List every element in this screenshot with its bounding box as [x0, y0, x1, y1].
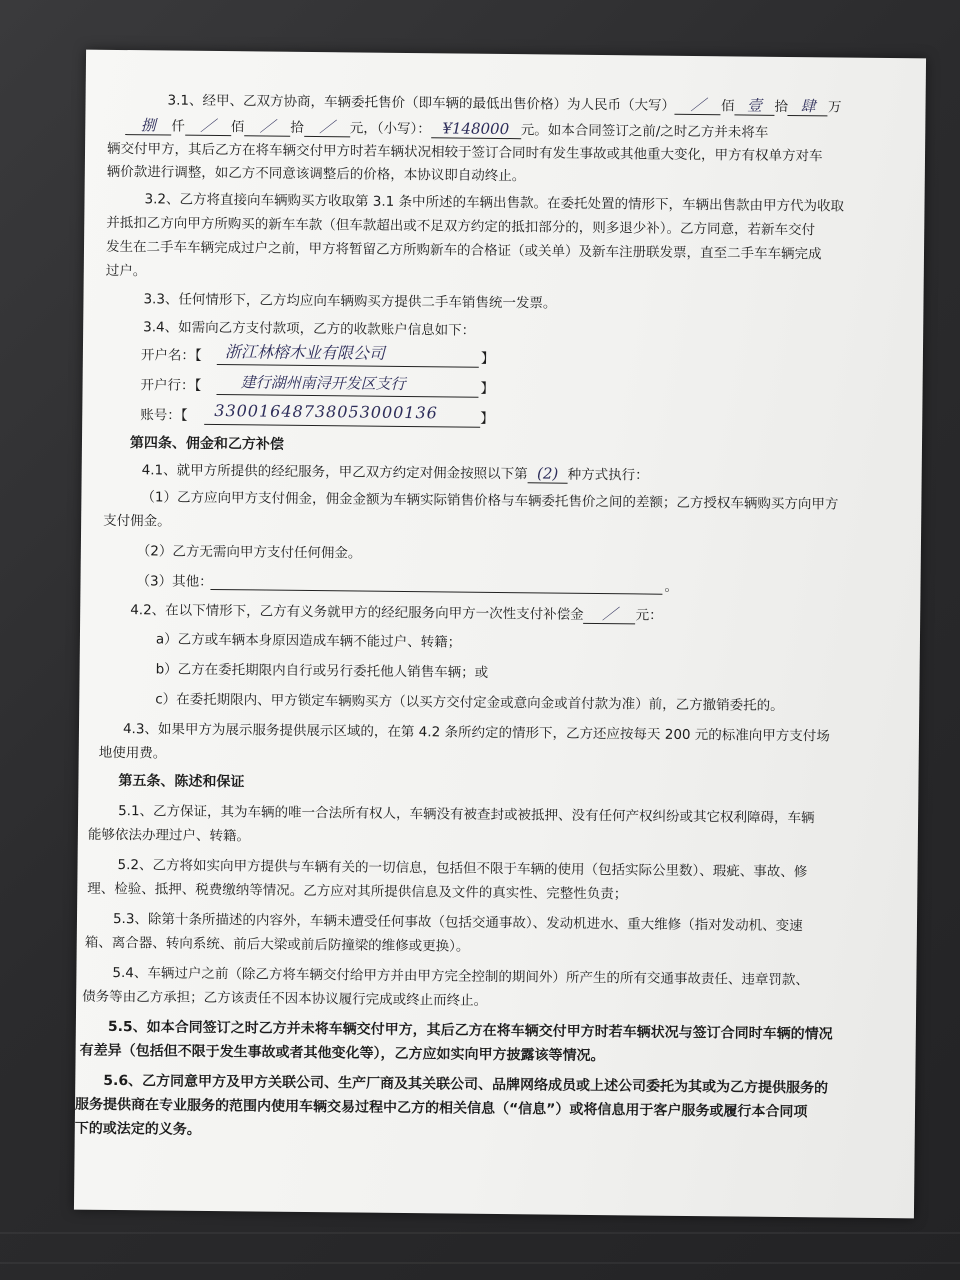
clause-5-2-line2: 理、检验、抵押、税费缴纳等情况。乙方应对其所提供信息及文件的真实性、完整性负责； — [87, 880, 628, 903]
option-2: （2）乙方无需向甲方支付任何佣金。 — [136, 543, 362, 562]
compensation-handwritten: ／ — [584, 605, 636, 625]
clause-4-2-a: a）乙方或车辆本身原因造成车辆不能过户、转籍； — [155, 631, 462, 651]
clause-5-6-line1: 5.6、乙方同意甲方及甲方关联公司、生产厂商及其关联公司、品牌网络成员或上述公司委托为其或为乙方提供服务的 — [103, 1072, 829, 1097]
account-number-label: 账号：【 — [140, 407, 188, 424]
clause-4-3-line2: 地使用费。 — [98, 744, 167, 762]
account-number-bracket: 】 — [480, 410, 494, 427]
clause-3-1-line2: 捌 仟 ／ 佰 ／ 拾 ／ 元，（小写）： ¥148000 元。如本合同签订之前/之时乙方并未将车 — [125, 116, 768, 142]
option-3-label: （3）其他： — [136, 573, 213, 590]
clause-3-2-line4: 过户。 — [105, 262, 147, 280]
article-5-heading: 第五条、陈述和保证 — [118, 773, 245, 791]
price-hundred-million-handwritten: ／ — [675, 96, 721, 115]
clause-5-5-line2: 有差异（包括但不限于发生事故或者其他变化等），乙方应如实向甲方披露该等情况。 — [79, 1042, 605, 1065]
clause-3-1-line3: 辆交付甲方，其后乙方在将车辆交付甲方时若车辆状况相较于签订合同时有发生事故或其他重大变化，甲方有权单方对车 — [106, 140, 823, 165]
clause-3-1-line4: 辆价款进行调整，如乙方不同意该调整后的价格，本协议即自动终止。 — [106, 163, 526, 185]
clause-3-4: 3.4、如需向乙方支付款项，乙方的收款账户信息如下： — [143, 319, 476, 339]
price-ten-thousand-handwritten: 肆 — [788, 97, 828, 116]
clause-3-2-line3: 发生在二手车车辆完成过户之前，甲方将暂留乙方所购新车的合格证（或关单）及新车注册联发票，直至二手车车辆完成 — [105, 238, 822, 263]
clause-4-2: 4.2、在以下情形下，乙方有义务就甲方的经纪服务向甲方一次性支付补偿金 ／ 元： — [130, 602, 663, 624]
clause-3-1-line1: 3.1、经甲、乙双方协商，车辆委托售价（即车辆的最低出售价格）为人民币（大写） ／ 佰 壹 拾 肆 万 — [167, 92, 842, 116]
account-name-label: 开户名：【 — [140, 347, 202, 364]
clause-3-3: 3.3、任何情形下，乙方均应向车辆购买方提供二手车销售统一发票。 — [143, 291, 557, 312]
price-thousand-handwritten: 捌 — [125, 116, 171, 135]
clause-3-2-line1: 3.2、乙方将直接向车辆购买方收取第 3.1 条中所述的车辆出售款。在委托处置的情形下，车辆出售款由甲方代为收取 — [144, 191, 845, 215]
account-bank-handwritten: 建行湖州南浔开发区支行 — [240, 373, 406, 393]
price-ten-million-handwritten: 壹 — [734, 96, 774, 115]
commission-option-handwritten: (2) — [528, 464, 568, 483]
article-4-heading: 第四条、佣金和乙方补偿 — [129, 435, 285, 453]
account-number-handwritten: 33001648738053000136 — [214, 400, 439, 423]
option-1-line1: （1）乙方应向甲方支付佣金，佣金金额为车辆实际销售价格与车辆委托售价之间的差额；乙方授权车辆购买方向甲方 — [141, 489, 839, 513]
clause-5-1-line1: 5.1、乙方保证，其为车辆的唯一合法所有权人，车辆没有被查封或被抵押、没有任何产权纠纷或其它权利障碍，车辆 — [118, 803, 815, 827]
clause-4-2-c: c）在委托期限内、甲方锁定车辆购买方（以买方交付定金或意向金或首付款为准）前，乙方撤销委托的。 — [155, 691, 784, 714]
account-bank-bracket: 】 — [480, 380, 495, 397]
price-numeric-handwritten: ¥148000 — [431, 119, 521, 139]
clause-4-2-b: b）乙方在委托期限内自行或另行委托他人销售车辆；或 — [155, 661, 489, 681]
account-bank-label: 开户行：【 — [140, 377, 202, 394]
clause-5-4-line2: 债务等由乙方承担；乙方该责任不因本协议履行完成或终止而终止。 — [82, 988, 488, 1009]
clause-5-4-line1: 5.4、车辆过户之前（除乙方将车辆交付给甲方并由甲方完全控制的期间外）所产生的所有交通事故责任、违章罚款、 — [112, 964, 809, 989]
clause-5-3-line2: 箱、离合器、转向系统、前后大梁或前后防撞梁的维修或更换）。 — [84, 934, 470, 955]
clause-5-6-line3: 下的或法定的义务。 — [74, 1120, 201, 1138]
clause-4-1: 4.1、就甲方所提供的经纪服务，甲乙双方约定对佣金按照以下第 (2) 种方式执行： — [141, 462, 649, 484]
clause-5-1-line2: 能够依法办理过户、转籍。 — [87, 826, 250, 845]
clause-4-3-line1: 4.3、如果甲方为展示服务提供展示区域的，在第 4.2 条所约定的情形下，乙方还应按每天 200 元的标准向甲方支付场 — [122, 721, 830, 745]
clause-5-5-line1: 5.5、如本合同签订之时乙方并未将车辆交付甲方，其后乙方在将车辆交付甲方时若车辆状况与签订合同时车辆的情况 — [107, 1018, 833, 1043]
clause-3-2-line2: 并抵扣乙方向甲方所购买的新车车款（但车款超出或不足双方约定的抵扣部分的，则多退少补）。乙方同意，若新车交付 — [106, 214, 816, 239]
account-name-bracket: 】 — [480, 350, 495, 367]
contract-page — [74, 50, 926, 1219]
clause-5-6-line2: 服务提供商在专业服务的范围内使用车辆交易过程中乙方的相关信息（“信息”）或将信息用于客户服务或履行本合同项 — [74, 1096, 808, 1121]
clause-5-2-line1: 5.2、乙方将如实向甲方提供与车辆有关的一切信息，包括但不限于车辆的使用（包括实际公里数）、瑕疵、事故、修 — [117, 857, 808, 881]
clause-5-3-line1: 5.3、除第十条所描述的内容外，车辆未遭受任何事故（包括交通事故）、发动机进水、重大维修（指对发动机、变速 — [112, 910, 803, 935]
option-1-line2: 支付佣金。 — [103, 512, 171, 530]
option-3-end: 。 — [664, 578, 679, 595]
account-name-handwritten: 浙江林榕木业有限公司 — [224, 342, 386, 363]
